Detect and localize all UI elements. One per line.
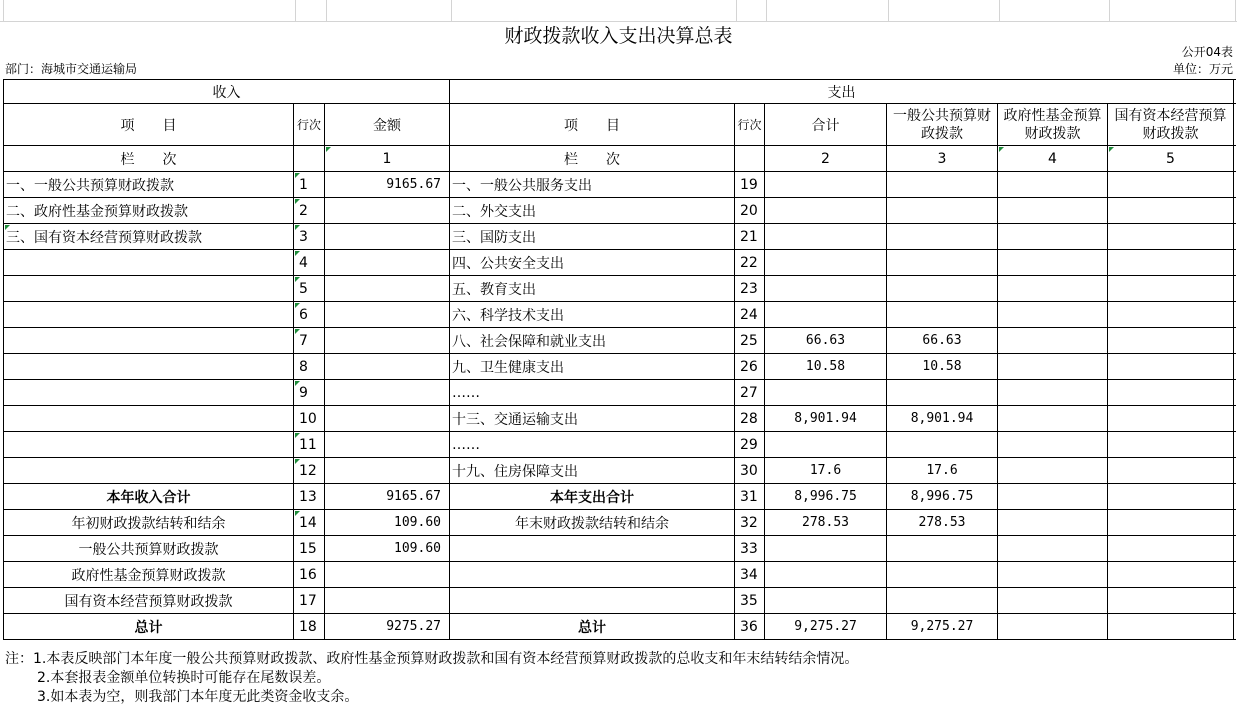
income-row-no-cell[interactable]: 6 <box>294 302 325 327</box>
income-row-no-cell[interactable]: 10 <box>294 406 325 431</box>
table-row <box>3 354 1236 380</box>
col-index-5[interactable]: 5 <box>1108 146 1234 171</box>
general-budget-cell[interactable]: 8,901.94 <box>887 406 998 431</box>
state-capital-cell[interactable] <box>1108 614 1234 639</box>
income-item-cell[interactable]: 三、国有资本经营预算财政拨款 <box>3 224 294 249</box>
expense-row-no-cell[interactable]: 27 <box>735 380 765 405</box>
expense-item-cell[interactable]: 本年支出合计 <box>450 484 735 509</box>
table-row-grand-total <box>3 614 1236 640</box>
expense-row-no-cell[interactable]: 21 <box>735 224 765 249</box>
gov-fund-cell[interactable] <box>998 380 1108 405</box>
income-item-cell[interactable] <box>3 276 294 301</box>
total-cell[interactable]: 278.53 <box>765 510 887 535</box>
table-body <box>3 172 1236 640</box>
income-amount-cell[interactable] <box>325 250 450 275</box>
total-cell[interactable]: 10.58 <box>765 354 887 379</box>
general-budget-cell[interactable] <box>887 380 998 405</box>
expense-row-no-cell[interactable]: 26 <box>735 354 765 379</box>
general-budget-cell[interactable]: 8,996.75 <box>887 484 998 509</box>
total-cell[interactable]: 8,901.94 <box>765 406 887 431</box>
expense-item-cell[interactable]: 六、科学技术支出 <box>450 302 735 327</box>
table-row <box>3 276 1236 302</box>
col-index-3[interactable]: 3 <box>887 146 998 171</box>
income-amount-cell[interactable]: 9165.67 <box>325 484 450 509</box>
footnote-3: 3.如本表为空，则我部门本年度无此类资金收支余。 <box>37 689 359 705</box>
state-capital-cell[interactable] <box>1108 536 1234 561</box>
total-cell[interactable]: 66.63 <box>765 328 887 353</box>
state-capital-cell[interactable] <box>1108 484 1234 509</box>
state-capital-cell[interactable] <box>1108 510 1234 535</box>
table-row-subtotal <box>3 484 1236 510</box>
expense-group-header[interactable]: 支出 <box>450 80 1234 103</box>
total-cell[interactable] <box>765 172 887 197</box>
general-budget-cell[interactable] <box>887 250 998 275</box>
income-row-no-cell[interactable]: 16 <box>294 562 325 587</box>
income-item-cell[interactable]: 一般公共预算财政拨款 <box>3 536 294 561</box>
total-cell[interactable] <box>765 588 887 613</box>
gov-fund-cell[interactable] <box>998 302 1108 327</box>
expense-item-cell[interactable]: 十三、交通运输支出 <box>450 406 735 431</box>
col-label[interactable]: 栏 次 <box>3 146 294 171</box>
general-budget-cell[interactable] <box>887 562 998 587</box>
state-capital-cell[interactable] <box>1108 380 1234 405</box>
income-row-no-cell[interactable]: 9 <box>294 380 325 405</box>
column-index-row <box>3 146 1236 172</box>
expense-row-no-cell[interactable]: 24 <box>735 302 765 327</box>
grid-line <box>3 0 4 21</box>
gov-fund-cell[interactable] <box>998 432 1108 457</box>
col-index-1[interactable]: 1 <box>325 146 450 171</box>
income-amount-header[interactable]: 金额 <box>325 104 450 145</box>
table-row <box>3 380 1236 406</box>
income-row-no-cell[interactable]: 4 <box>294 250 325 275</box>
expense-row-no-cell[interactable]: 23 <box>735 276 765 301</box>
general-budget-cell[interactable] <box>887 224 998 249</box>
gov-fund-cell[interactable] <box>998 328 1108 353</box>
income-amount-cell[interactable]: 109.60 <box>325 510 450 535</box>
grid-line <box>295 0 296 21</box>
income-item-cell[interactable]: 二、政府性基金预算财政拨款 <box>3 198 294 223</box>
table-row <box>3 224 1236 250</box>
expense-row-no-cell[interactable]: 32 <box>735 510 765 535</box>
grid-line <box>326 0 327 21</box>
income-row-no-cell[interactable]: 5 <box>294 276 325 301</box>
col-index-2[interactable]: 2 <box>765 146 887 171</box>
grid-line <box>736 0 737 21</box>
income-item-cell[interactable]: 政府性基金预算财政拨款 <box>3 562 294 587</box>
expense-row-no-cell[interactable]: 31 <box>735 484 765 509</box>
income-amount-cell[interactable] <box>325 588 450 613</box>
income-item-cell[interactable]: 年初财政拨款结转和结余 <box>3 510 294 535</box>
column-header-row <box>3 104 1236 146</box>
general-budget-cell[interactable]: 9,275.27 <box>887 614 998 639</box>
table-row <box>3 458 1236 484</box>
grid-line <box>888 0 889 21</box>
table-row <box>3 562 1236 588</box>
income-group-header[interactable]: 收入 <box>3 80 450 103</box>
total-cell[interactable] <box>765 224 887 249</box>
table-row <box>3 328 1236 354</box>
expense-row-no-cell[interactable]: 20 <box>735 198 765 223</box>
income-amount-cell[interactable] <box>325 276 450 301</box>
income-amount-cell[interactable] <box>325 302 450 327</box>
income-amount-cell[interactable] <box>325 562 450 587</box>
general-budget-cell[interactable] <box>887 198 998 223</box>
gov-fund-cell[interactable] <box>998 510 1108 535</box>
income-amount-cell[interactable] <box>325 328 450 353</box>
budget-table <box>3 79 1236 640</box>
col-label[interactable]: 栏 次 <box>450 146 735 171</box>
gov-fund-cell[interactable] <box>998 224 1108 249</box>
table-row <box>3 172 1236 198</box>
footnote-1: 注：1.本表反映部门本年度一般公共预算财政拨款、政府性基金预算财政拨款和国有资本经营预算财政拨款的总收支和年末结转结余情况。 <box>5 651 859 667</box>
income-amount-cell[interactable] <box>325 458 450 483</box>
col-index-4[interactable]: 4 <box>998 146 1108 171</box>
income-row-no-cell[interactable]: 11 <box>294 432 325 457</box>
gov-fund-cell[interactable] <box>998 536 1108 561</box>
general-budget-cell[interactable] <box>887 302 998 327</box>
general-budget-cell[interactable] <box>887 588 998 613</box>
income-row-no-cell[interactable]: 18 <box>294 614 325 639</box>
department-label: 部门：海城市交通运输局 <box>5 62 138 76</box>
table-row <box>3 250 1236 276</box>
state-capital-cell[interactable] <box>1108 432 1234 457</box>
total-cell[interactable] <box>765 536 887 561</box>
state-capital-header[interactable]: 国有资本经营预算财政拨款 <box>1108 104 1234 145</box>
expense-item-cell[interactable] <box>450 588 735 613</box>
gov-fund-cell[interactable] <box>998 250 1108 275</box>
income-amount-cell[interactable] <box>325 354 450 379</box>
table-row <box>3 302 1236 328</box>
gov-fund-cell[interactable] <box>998 614 1108 639</box>
expense-row-no-cell[interactable]: 35 <box>735 588 765 613</box>
gov-fund-header[interactable]: 政府性基金预算财政拨款 <box>998 104 1108 145</box>
gov-fund-cell[interactable] <box>998 354 1108 379</box>
income-item-cell[interactable] <box>3 432 294 457</box>
total-cell[interactable]: 9,275.27 <box>765 614 887 639</box>
total-cell[interactable] <box>765 250 887 275</box>
expense-row-no-cell[interactable]: 30 <box>735 458 765 483</box>
col-index-empty[interactable] <box>294 146 325 171</box>
table-row <box>3 406 1236 432</box>
expense-row-no-cell[interactable]: 33 <box>735 536 765 561</box>
income-amount-cell[interactable]: 9165.67 <box>325 172 450 197</box>
expense-row-no-cell[interactable]: 29 <box>735 432 765 457</box>
expense-item-cell[interactable]: 十九、住房保障支出 <box>450 458 735 483</box>
state-capital-cell[interactable] <box>1108 172 1234 197</box>
group-header-row <box>3 79 1236 104</box>
report-title: 财政拨款收入支出决算总表 <box>504 25 733 47</box>
general-budget-cell[interactable]: 278.53 <box>887 510 998 535</box>
expense-item-cell[interactable]: 四、公共安全支出 <box>450 250 735 275</box>
grid-line <box>1109 0 1110 21</box>
income-item-cell[interactable]: 国有资本经营预算财政拨款 <box>3 588 294 613</box>
income-row-no-cell[interactable]: 14 <box>294 510 325 535</box>
income-amount-cell[interactable] <box>325 380 450 405</box>
expense-row-no-cell[interactable]: 36 <box>735 614 765 639</box>
table-code: 公开04表 <box>1181 45 1233 59</box>
expense-item-cell[interactable]: 五、教育支出 <box>450 276 735 301</box>
table-row <box>3 432 1236 458</box>
total-header[interactable]: 合计 <box>765 104 887 145</box>
income-item-cell[interactable] <box>3 302 294 327</box>
general-budget-cell[interactable]: 17.6 <box>887 458 998 483</box>
col-index-empty[interactable] <box>735 146 765 171</box>
expense-item-cell[interactable]: …… <box>450 432 735 457</box>
general-budget-cell[interactable] <box>887 276 998 301</box>
table-row <box>3 536 1236 562</box>
state-capital-cell[interactable] <box>1108 198 1234 223</box>
expense-item-cell[interactable]: 总计 <box>450 614 735 639</box>
income-item-cell[interactable]: 一、一般公共预算财政拨款 <box>3 172 294 197</box>
gov-fund-cell[interactable] <box>998 276 1108 301</box>
total-cell[interactable] <box>765 380 887 405</box>
income-item-cell[interactable] <box>3 328 294 353</box>
expense-item-cell[interactable]: …… <box>450 380 735 405</box>
state-capital-cell[interactable] <box>1108 406 1234 431</box>
total-cell[interactable] <box>765 562 887 587</box>
income-amount-cell[interactable]: 109.60 <box>325 536 450 561</box>
gov-fund-cell[interactable] <box>998 458 1108 483</box>
income-amount-cell[interactable] <box>325 432 450 457</box>
income-item-cell[interactable] <box>3 250 294 275</box>
total-cell[interactable] <box>765 276 887 301</box>
income-row-no-cell[interactable]: 8 <box>294 354 325 379</box>
income-amount-cell[interactable] <box>325 198 450 223</box>
expense-item-cell[interactable]: 二、外交支出 <box>450 198 735 223</box>
income-row-no-cell[interactable]: 3 <box>294 224 325 249</box>
gov-fund-cell[interactable] <box>998 484 1108 509</box>
total-cell[interactable] <box>765 198 887 223</box>
income-row-no-header[interactable]: 行次 <box>294 104 325 145</box>
state-capital-cell[interactable] <box>1108 588 1234 613</box>
expense-row-no-cell[interactable]: 19 <box>735 172 765 197</box>
income-item-cell[interactable]: 本年收入合计 <box>3 484 294 509</box>
income-item-cell[interactable] <box>3 458 294 483</box>
expense-item-cell[interactable] <box>450 536 735 561</box>
grid-line <box>999 0 1000 21</box>
grid-line <box>1235 0 1236 21</box>
table-row <box>3 510 1236 536</box>
expense-row-no-header[interactable]: 行次 <box>735 104 765 145</box>
income-row-no-cell[interactable]: 7 <box>294 328 325 353</box>
state-capital-cell[interactable] <box>1108 276 1234 301</box>
income-amount-cell[interactable] <box>325 406 450 431</box>
expense-item-cell[interactable]: 一、一般公共服务支出 <box>450 172 735 197</box>
total-cell[interactable] <box>765 432 887 457</box>
expense-item-cell[interactable]: 八、社会保障和就业支出 <box>450 328 735 353</box>
state-capital-cell[interactable] <box>1108 458 1234 483</box>
gov-fund-cell[interactable] <box>998 588 1108 613</box>
gov-fund-cell[interactable] <box>998 406 1108 431</box>
income-amount-cell[interactable]: 9275.27 <box>325 614 450 639</box>
state-capital-cell[interactable] <box>1108 250 1234 275</box>
state-capital-cell[interactable] <box>1108 562 1234 587</box>
expense-item-header[interactable]: 项 目 <box>450 104 735 145</box>
total-cell[interactable]: 17.6 <box>765 458 887 483</box>
expense-item-cell[interactable]: 三、国防支出 <box>450 224 735 249</box>
general-budget-cell[interactable]: 66.63 <box>887 328 998 353</box>
state-capital-cell[interactable] <box>1108 354 1234 379</box>
income-item-cell[interactable] <box>3 380 294 405</box>
state-capital-cell[interactable] <box>1108 224 1234 249</box>
grid-line <box>766 0 767 21</box>
income-item-cell[interactable]: 总计 <box>3 614 294 639</box>
expense-row-no-cell[interactable]: 25 <box>735 328 765 353</box>
state-capital-cell[interactable] <box>1108 328 1234 353</box>
income-item-cell[interactable] <box>3 406 294 431</box>
income-row-no-cell[interactable]: 2 <box>294 198 325 223</box>
unit-label: 单位：万元 <box>1172 62 1233 76</box>
expense-row-no-cell[interactable]: 34 <box>735 562 765 587</box>
expense-item-cell[interactable] <box>450 562 735 587</box>
general-budget-cell[interactable] <box>887 432 998 457</box>
footnote-2: 2.本套报表金额单位转换时可能存在尾数误差。 <box>37 670 331 686</box>
general-budget-cell[interactable] <box>887 536 998 561</box>
table-row <box>3 198 1236 224</box>
expense-row-no-cell[interactable]: 28 <box>735 406 765 431</box>
income-amount-cell[interactable] <box>325 224 450 249</box>
expense-row-no-cell[interactable]: 22 <box>735 250 765 275</box>
general-budget-cell[interactable]: 10.58 <box>887 354 998 379</box>
income-row-no-cell[interactable]: 13 <box>294 484 325 509</box>
expense-item-cell[interactable]: 九、卫生健康支出 <box>450 354 735 379</box>
spreadsheet-grid-header <box>0 0 1237 22</box>
income-item-header[interactable]: 项 目 <box>3 104 294 145</box>
footnotes <box>5 650 858 707</box>
table-row <box>3 588 1236 614</box>
gov-fund-cell[interactable] <box>998 562 1108 587</box>
income-row-no-cell[interactable]: 12 <box>294 458 325 483</box>
income-row-no-cell[interactable]: 15 <box>294 536 325 561</box>
income-item-cell[interactable] <box>3 354 294 379</box>
grid-line <box>451 0 452 21</box>
total-cell[interactable] <box>765 302 887 327</box>
state-capital-cell[interactable] <box>1108 302 1234 327</box>
general-budget-header[interactable]: 一般公共预算财政拨款 <box>887 104 998 145</box>
total-cell[interactable]: 8,996.75 <box>765 484 887 509</box>
gov-fund-cell[interactable] <box>998 172 1108 197</box>
gov-fund-cell[interactable] <box>998 198 1108 223</box>
expense-item-cell[interactable]: 年末财政拨款结转和结余 <box>450 510 735 535</box>
income-row-no-cell[interactable]: 1 <box>294 172 325 197</box>
income-row-no-cell[interactable]: 17 <box>294 588 325 613</box>
general-budget-cell[interactable] <box>887 172 998 197</box>
